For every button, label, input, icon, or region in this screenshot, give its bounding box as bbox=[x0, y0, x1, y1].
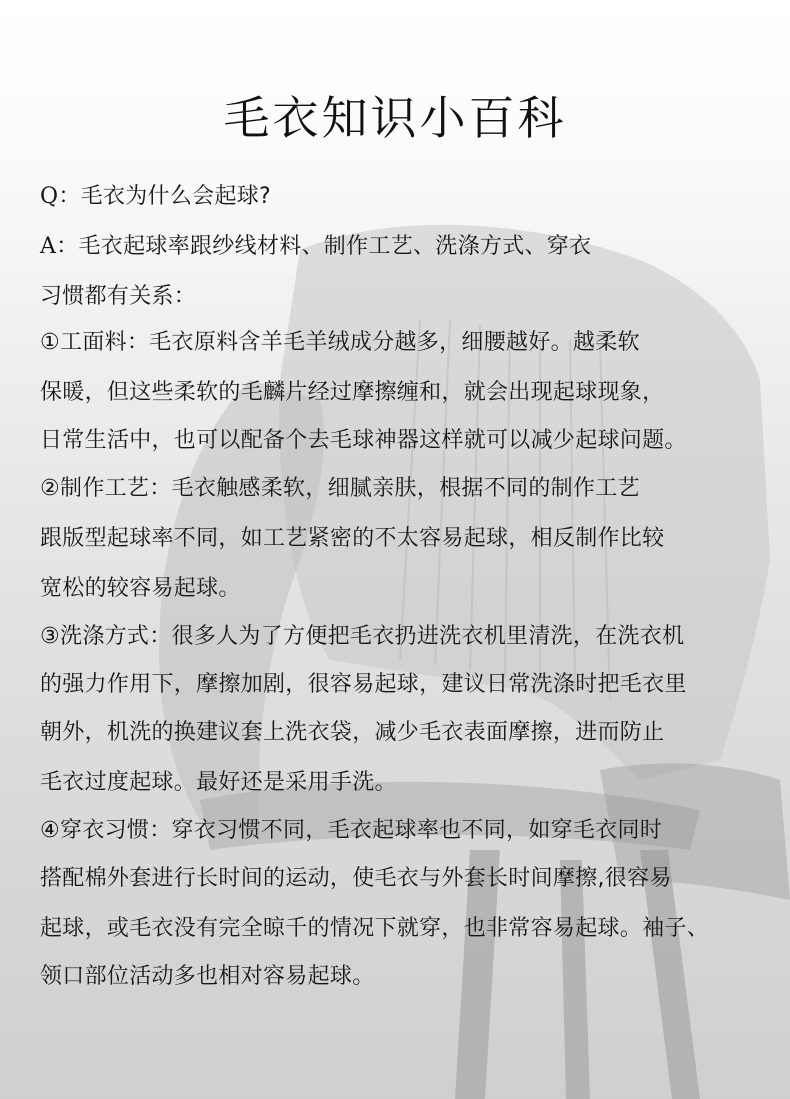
answer-line bbox=[40, 232, 591, 262]
section-line: 跟版型起球率不同，如工艺紧密的不太容易起球，相反制作比较 bbox=[40, 526, 665, 551]
section-line: 领口部位活动多也相对容易起球。 bbox=[40, 964, 375, 989]
answer-marker: A bbox=[40, 234, 57, 259]
section-line: 日常生活中，也可以配备个去毛球神器这样就可以减少起球问题。 bbox=[40, 428, 687, 453]
section-line: 搭配棉外套进行长时间的运动，使毛衣与外套长时间摩擦,很容易 bbox=[40, 866, 672, 891]
section-line: 起球，或毛衣没有完全晾千的情况下就穿，也非常容易起球。袖子、 bbox=[40, 916, 710, 941]
section-line: ④穿衣习惯：穿衣习惯不同，毛衣起球率也不同，如穿毛衣同时 bbox=[40, 818, 663, 843]
answer-line: 习惯都有关系： bbox=[40, 284, 197, 309]
question-text: ：毛衣为什么会起球? bbox=[58, 184, 272, 209]
section-line: ①工面料：毛衣原料含羊毛羊绒成分越多，细腰越好。越柔软 bbox=[40, 330, 640, 355]
section-line: 朝外，机洗的换建议套上洗衣袋，减少毛衣表面摩擦，进而防止 bbox=[40, 720, 665, 745]
page-title: 毛衣知识小百科 bbox=[223, 91, 567, 145]
section-line: 的强力作用下，摩擦加剧，很容易起球，建议日常洗涤时把毛衣里 bbox=[40, 672, 687, 697]
section-line: 毛衣过度起球。最好还是采用手洗。 bbox=[40, 770, 397, 795]
section-line: 宽松的较容易起球。 bbox=[40, 576, 241, 601]
section-line: ③洗涤方式：很多人为了方便把毛衣扔进洗衣机里清洗，在洗衣机 bbox=[40, 624, 685, 649]
section-line: 保暖，但这些柔软的毛麟片经过摩擦缠和，就会出现起球现象， bbox=[40, 380, 665, 405]
section-line: ②制作工艺：毛衣触感柔软，细腻亲肤，根据不同的制作工艺 bbox=[40, 476, 640, 501]
answer-text: ：毛衣起球率跟纱线材料、制作工艺、洗涤方式、穿衣 bbox=[56, 234, 592, 259]
question-marker: Q bbox=[40, 184, 59, 209]
question-line bbox=[40, 182, 271, 212]
